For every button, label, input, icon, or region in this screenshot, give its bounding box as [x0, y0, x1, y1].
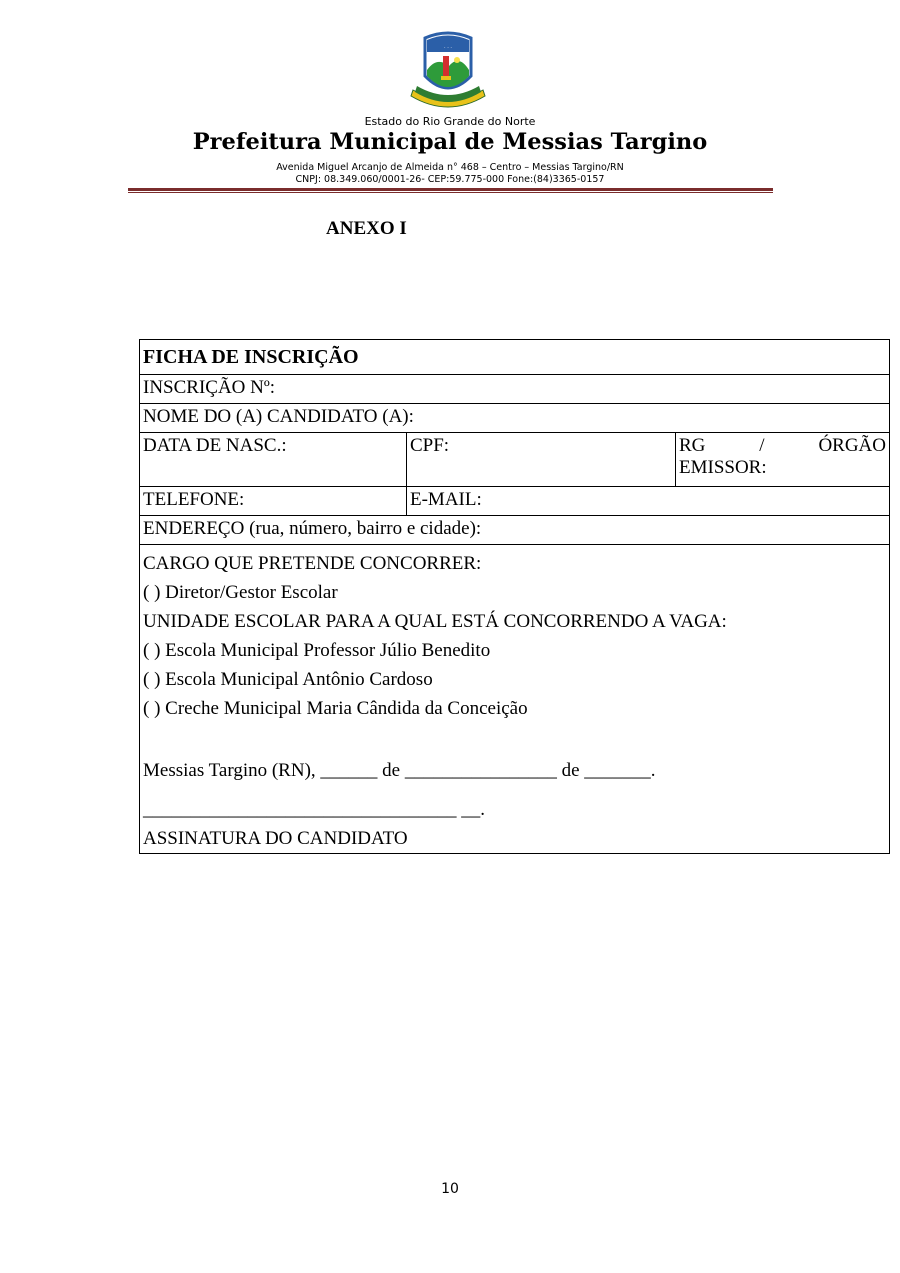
header-divider-thin — [128, 192, 773, 193]
unit-option-maria-candida[interactable]: ( ) Creche Municipal Maria Cândida da Conceição — [143, 698, 528, 719]
candidate-name-field[interactable]: NOME DO (A) CANDIDATO (A): — [143, 406, 414, 427]
rg-label-line — [679, 435, 886, 457]
page-number: 10 — [441, 1181, 459, 1197]
registration-number-field[interactable]: INSCRIÇÃO Nº: — [143, 377, 276, 398]
header-state: Estado do Rio Grande do Norte — [364, 115, 536, 128]
rg-issuer-label: EMISSOR: — [679, 457, 767, 478]
registration-number-row — [140, 375, 889, 404]
spacer — [143, 723, 886, 753]
header-address: Avenida Miguel Arcanjo de Almeida n° 468 – Centro – Messias Targino/RN — [276, 162, 624, 173]
candidate-name-row — [140, 404, 889, 433]
rg-slash: / — [759, 435, 765, 456]
signature-line[interactable]: _________________________________ __. — [143, 799, 485, 820]
form-title: FICHA DE INSCRIÇÃO — [143, 346, 359, 368]
unit-option-antonio-cardoso[interactable]: ( ) Escola Municipal Antônio Cardoso — [143, 669, 433, 690]
address-field[interactable]: ENDEREÇO (rua, número, bairro e cidade): — [143, 518, 482, 539]
rg-field[interactable] — [676, 433, 889, 486]
registration-form — [139, 339, 890, 854]
header-address-block — [0, 162, 900, 186]
cpf-field[interactable]: CPF: — [407, 433, 676, 486]
unit-option-julio-benedito[interactable]: ( ) Escola Municipal Professor Júlio Benedito — [143, 640, 491, 661]
position-label: CARGO QUE PRETENDE CONCORRER: — [143, 553, 482, 574]
svg-text:· · ·: · · · — [444, 45, 452, 51]
email-field[interactable]: E-MAIL: — [410, 489, 482, 510]
annex-title: ANEXO I — [326, 218, 407, 239]
header-divider — [128, 188, 773, 191]
header-contact: CNPJ: 08.349.060/0001-26- CEP:59.775-000 Fone:(84)3365-0157 — [295, 174, 605, 185]
birth-date-field[interactable]: DATA DE NASC.: — [140, 433, 407, 486]
contact-row — [140, 487, 889, 516]
rg-organ-label: ÓRGÃO — [818, 435, 886, 456]
identity-row — [140, 433, 889, 487]
options-block — [140, 545, 889, 853]
signature-label: ASSINATURA DO CANDIDATO — [143, 828, 408, 849]
position-option-director[interactable]: ( ) Diretor/Gestor Escolar — [143, 582, 338, 603]
phone-field[interactable]: TELEFONE: — [140, 487, 407, 515]
form-title-row — [140, 340, 889, 375]
unit-label: UNIDADE ESCOLAR PARA A QUAL ESTÁ CONCORRENDO A VAGA: — [143, 611, 727, 632]
rg-label: RG — [679, 435, 706, 456]
options-row — [140, 545, 889, 853]
municipal-coat-of-arms-icon — [405, 26, 491, 116]
date-line[interactable]: Messias Targino (RN), ______ de ________________ de _______. — [143, 760, 656, 781]
address-row — [140, 516, 889, 545]
header-title: Prefeitura Municipal de Messias Targino — [192, 129, 708, 155]
